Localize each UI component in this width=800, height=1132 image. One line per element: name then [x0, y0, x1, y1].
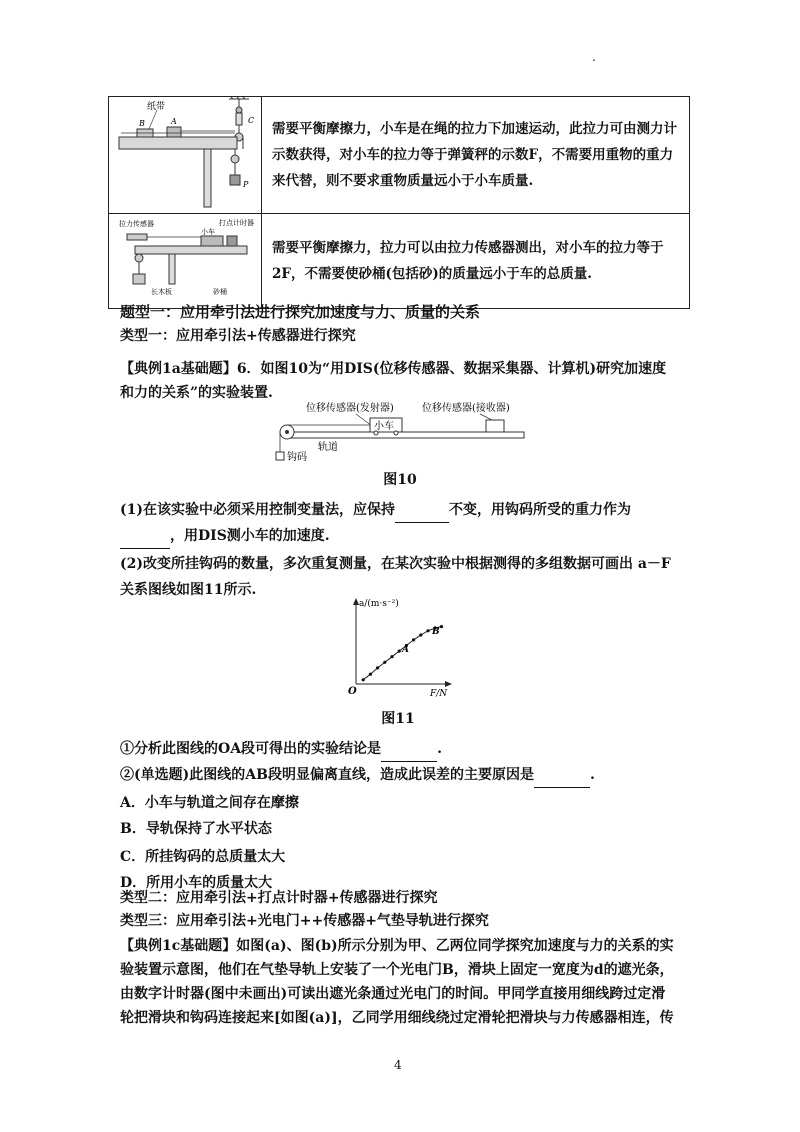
point-a-label: A — [402, 645, 409, 655]
sub1-text: ①分析此图线的OA段可得出的实验结论是 — [120, 741, 382, 757]
option-b[interactable]: B．导轨保持了水平状态 — [120, 821, 272, 837]
label-pail: 砂桶 — [213, 288, 227, 296]
figure-cell — [109, 214, 262, 309]
q1-text-a: (1)在该实验中必须采用控制变量法，应保持 — [120, 502, 395, 518]
answer-blank[interactable] — [395, 498, 449, 523]
fig11-caption: 图11 — [381, 711, 415, 727]
data-point — [376, 666, 379, 669]
data-point — [369, 673, 372, 676]
option-c[interactable]: C．所挂钩码的总质量太大 — [120, 849, 286, 865]
receiver-label: 位移传感器(接收器) — [422, 403, 510, 414]
subquestion1 — [120, 737, 690, 762]
corner-mark: . — [592, 50, 596, 64]
subquestion2 — [120, 763, 690, 788]
data-point — [419, 633, 422, 636]
answer-blank[interactable] — [120, 524, 170, 549]
label-timer: 打点计时器 — [219, 219, 254, 227]
figure-11 — [340, 594, 460, 700]
subheading-type1: 类型一：应用牵引法+传感器进行探究 — [120, 328, 356, 344]
y-axis-label: a/(m·s⁻²) — [359, 599, 399, 609]
label-board: 长木板 — [151, 288, 172, 296]
example1c-line4: 轮把滑块和钩码连接起来[如图(a)]，乙同学用细线绕过定滑轮把滑块与力传感器相连，传 — [120, 1010, 674, 1026]
label-p: P — [243, 180, 249, 189]
answer-blank[interactable] — [534, 763, 590, 788]
example1c-line2: 验装置示意图，他们在气垫导轨上安装了一个光电门B，滑块上固定一宽度为d的遮光条， — [120, 962, 674, 978]
question1-line2 — [120, 524, 690, 549]
label-a: A — [171, 117, 177, 126]
data-point — [362, 678, 365, 681]
page-number: 4 — [394, 1058, 402, 1072]
example1a-line1 — [120, 357, 690, 381]
label-b: B — [139, 119, 145, 128]
label-paper: 纸带 — [147, 102, 166, 112]
force-sensor-apparatus — [109, 214, 261, 304]
data-point — [426, 629, 429, 632]
point-b-label: B — [432, 627, 440, 637]
sub2-text: ②(单选题)此图线的AB段明显偏离直线，造成此误差的主要原因是 — [120, 767, 534, 783]
data-point — [398, 650, 401, 653]
row1-text: 需要平衡摩擦力，小车是在绳的拉力下加速运动，此拉力可由测力计示数获得，对小车的拉力等于弹簧秤的示数F，不需要用重物的重力来代替，则不要求重物质量远小于小车质量. — [262, 97, 690, 214]
answer-blank[interactable] — [381, 737, 437, 762]
example1c-text: 如图(a)、图(b)所示分别为甲、乙两位同学探究加速度与力的关系的实 — [236, 938, 674, 954]
row2-text: 需要平衡摩擦力，拉力可以由拉力传感器测出，对小车的拉力等于2F，不需要使砂桶(包括砂)的质量远小于车的总质量. — [262, 214, 690, 309]
heading-type-one: 题型一：应用牵引法进行探究加速度与力、质量的关系 — [120, 303, 481, 321]
example1c-line1 — [120, 934, 690, 958]
sub2-end: . — [589, 767, 595, 783]
example1a-line2: 和力的关系”的实验装置. — [120, 385, 273, 401]
data-point — [390, 655, 393, 658]
origin-label: O — [348, 686, 357, 697]
data-point — [440, 625, 443, 628]
table-row — [109, 97, 690, 214]
subheading-type2: 类型二：应用牵引法+打点计时器+传感器进行探究 — [120, 890, 438, 906]
figure-10 — [270, 398, 530, 466]
label-sensor: 拉力传感器 — [119, 220, 154, 228]
example-tag: 【典例1c基础题】 — [120, 938, 237, 954]
figure-cell — [109, 97, 262, 214]
comparison-table — [108, 96, 690, 309]
data-point — [412, 638, 415, 641]
data-point — [383, 661, 386, 664]
question2-line1: (2)改变所挂钩码的数量，多次重复测量，在某次实验中根据测得的多组数据可画出 a－F — [120, 556, 671, 572]
label-cart: 小车 — [201, 228, 215, 236]
q1-text-c: ，用DIS测小车的加速度. — [170, 528, 330, 544]
example1a-text: 6．如图10为“用DIS(位移传感器、数据采集器、计算机)研究加速度 — [236, 361, 667, 377]
example1c-line3: 由数字计时器(图中未画出)可读出遮光条通过光电门的时间。甲同学直接用细线跨过定滑 — [120, 986, 666, 1002]
emitter-label: 位移传感器(发射器) — [306, 403, 394, 414]
question1-line1 — [120, 498, 690, 523]
sub1-end: . — [437, 741, 442, 757]
weight-label: 钩码 — [287, 452, 307, 463]
spring-scale-apparatus — [109, 97, 261, 209]
subheading-type3: 类型三：应用牵引法+光电门++传感器+气垫导轨进行探究 — [120, 913, 489, 929]
question2-line2: 关系图线如图11所示. — [120, 582, 257, 598]
cart-label: 小车 — [374, 421, 394, 432]
track-label: 轨道 — [318, 442, 338, 453]
option-a[interactable]: A．小车与轨道之间存在摩擦 — [120, 795, 299, 811]
label-c: C — [248, 116, 255, 125]
q1-text-b: 不变，用钩码所受的重力作为 — [449, 502, 631, 518]
option-d[interactable]: D．所用小车的质量太大 — [120, 875, 273, 891]
example-tag: 【典例1a基础题】 — [120, 361, 237, 377]
fig10-caption: 图10 — [383, 472, 417, 488]
x-axis-label: F/N — [430, 689, 448, 699]
table-row — [109, 214, 690, 309]
